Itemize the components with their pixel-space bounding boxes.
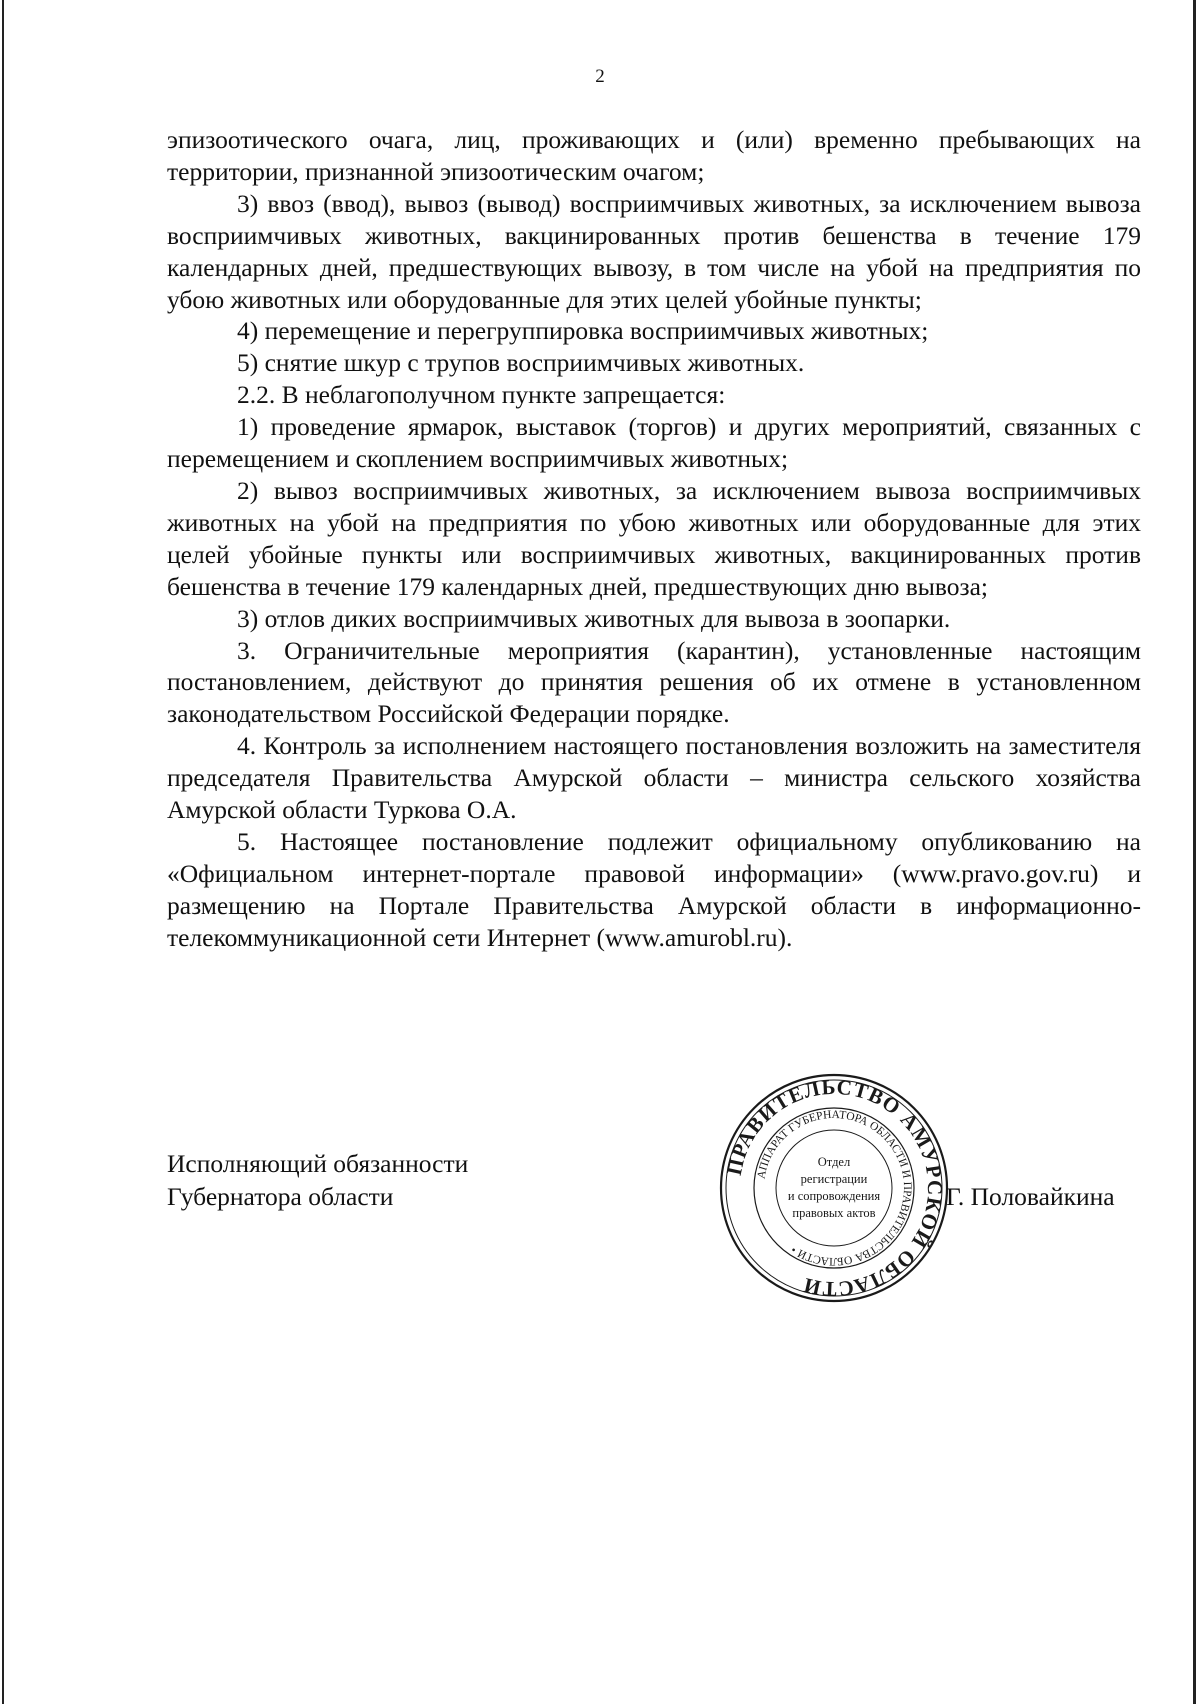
stamp-inner-text-path: АППАРАТ ГУБЕРНАТОРА ОБЛАСТИ И ПРАВИТЕЛЬСТВА ОБЛАСТИ • xyxy=(755,1108,914,1268)
signatory-position-line2: Губернатора области xyxy=(167,1182,394,1211)
paragraph: 3) отлов диких восприимчивых животных для вывоза в зоопарки. xyxy=(237,603,951,633)
document-body xyxy=(167,124,1141,954)
paragraph: 4. Контроль за исполнением настоящего постановления возложить на заместителя председателя Правительства Амурской области – министра сельского хозяйства Амурской области Туркова О.А. xyxy=(167,731,1141,825)
scan-edge-left xyxy=(2,0,4,1704)
paragraph: 1) проведение ярмарок, выставок (торгов) и других мероприятий, связанных с перемещением и скоплением восприимчивых животных; xyxy=(167,412,1141,474)
paragraph: 4) перемещение и перегруппировка восприимчивых животных; xyxy=(237,316,929,346)
paragraph: 2) вывоз восприимчивых животных, за исключением вывоза восприимчивых животных на убой на предприятия по убою животных или оборудованные для этих целей убойные пункты или восприимчивых животных, вакцинированных против бешенства в течение 179 календарных дней, предшествующих дню вывоза; xyxy=(167,475,1141,601)
signatory-position xyxy=(167,1147,468,1213)
stamp-center-line1: Отдел xyxy=(817,1155,851,1169)
stamp-center-line4: правовых актов xyxy=(792,1206,876,1220)
stamp-center-line2: регистрации xyxy=(800,1172,868,1186)
paragraph: 3. Ограничительные мероприятия (карантин), установленные настоящим постановлением, действуют до принятия решения об их отмене в установленном законодательством Российской Федерации порядке. xyxy=(167,635,1141,729)
paragraph: 2.2. В неблагополучном пункте запрещается: xyxy=(237,380,726,410)
stamp-inner-text xyxy=(756,1109,914,1267)
paragraph: 5. Настоящее постановление подлежит официальному опубликованию на «Официальном интернет-портале правовой информации» (www.pravo.gov.ru) и размещению на Портале Правительства Амурской области в информационно-телекоммуникационной сети Интернет (www.amurobl.ru). xyxy=(167,826,1141,952)
stamp-center-line3: и сопровождения xyxy=(787,1189,881,1203)
paragraph: эпизоотического очага, лиц, проживающих и (или) временно пребывающих на территории, признанной эпизоотическим очагом; xyxy=(167,125,1141,186)
page-number: 2 xyxy=(595,66,605,87)
official-stamp xyxy=(718,1072,950,1304)
signatory-name: Г. Половайкина xyxy=(946,1182,1115,1211)
scan-edge-right xyxy=(1193,0,1196,1704)
stamp-seal xyxy=(718,1072,950,1304)
paragraph: 5) снятие шкур с трупов восприимчивых животных. xyxy=(237,348,805,378)
stamp-outer-text-path: ПРАВИТЕЛЬСТВО АМУРСКОЙ ОБЛАСТИ xyxy=(721,1074,948,1302)
signatory-position-line1: Исполняющий обязанности xyxy=(167,1149,469,1178)
paragraph: 3) ввоз (ввод), вывоз (вывод) восприимчивых животных, за исключением вывоза восприимчивых животных, вакцинированных против бешенства в течение 179 календарных дней, предшествующих вывозу, в том числе на убой на предприятия по убою животных или оборудованные для этих целей убойные пункты; xyxy=(167,188,1141,314)
stamp-outer-text xyxy=(722,1075,947,1302)
